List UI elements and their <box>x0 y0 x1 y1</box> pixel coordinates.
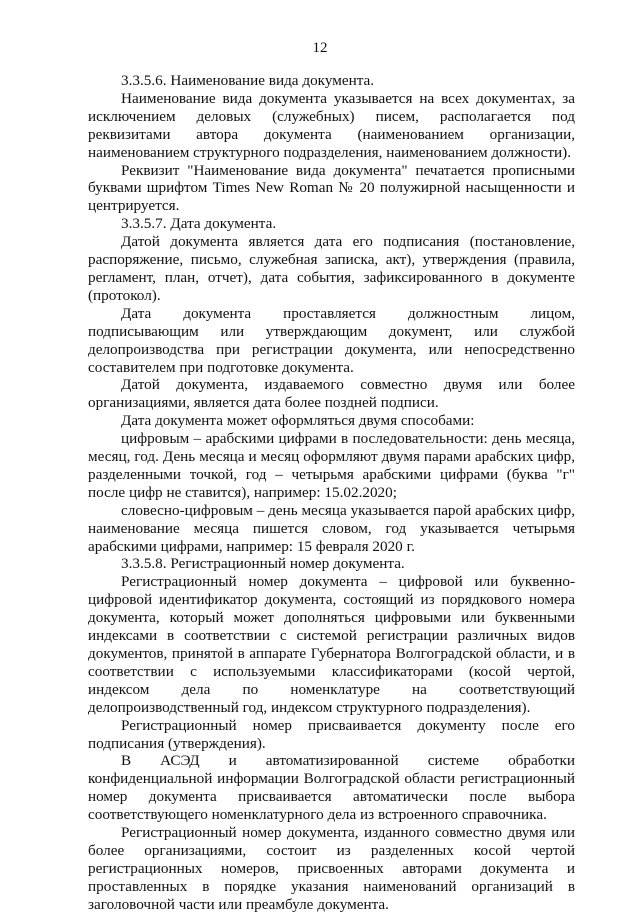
paragraph-reg-number-assigned: Регистрационный номер присваивается документу после его подписания (утверждения). <box>88 716 575 752</box>
paragraph-date-who-sets: Дата документа проставляется должностным лицом, подписывающим или утверждающим документ, или службой делопроизводства при регистрации документа, или непосредственно составителем при подготовке документа. <box>88 304 575 376</box>
section-heading-3-3-5-8: 3.3.5.8. Регистрационный номер документа. <box>121 555 405 573</box>
document-body <box>88 72 575 914</box>
paragraph-date-definition: Датой документа является дата его подписания (постановление, распоряжение, письмо, служебная записка, акт), утверждения (правила, регламент, план, отчет), дата события, зафиксированного в документе (протокол). <box>88 233 575 304</box>
paragraph-reg-number-ased: В АСЭД и автоматизированной системе обработки конфиденциальной информации Волгоградской области регистрационный номер документа присваивается автоматически после выбора соответствующего номенклатурного дела из встроенного справочника. <box>88 752 575 824</box>
section-heading-3-3-5-7: 3.3.5.7. Дата документа. <box>121 215 277 233</box>
paragraph-reg-number-definition: Регистрационный номер документа – цифровой или буквенно-цифровой идентификатор документа, состоящий из порядкового номера документа, который может дополняться цифровыми или буквенными индексами в соответствии с системой регистрации различных видов документов, принятой в аппарате Губернатора Волгоградской области, и в соответствии с используемыми классификаторами (косой чертой, индексом дела по номенклатуре на соответствующий делопроизводственный год, индексом структурного подразделения). <box>88 573 575 716</box>
paragraph-doc-type-placement: Наименование вида документа указывается на всех документах, за исключением деловых (служебных) писем, располагается под реквизитами автора документа (наименованием организации, наименованием структурного подразделения, наименованием должности). <box>88 89 575 161</box>
paragraph-date-joint: Датой документа, издаваемого совместно двумя или более организациями, является дата более поздней подписи. <box>88 376 575 412</box>
paragraph-date-methods: Дата документа может оформляться двумя способами: <box>121 412 475 430</box>
paragraph-date-verbal: словесно-цифровым – день месяца указывается парой арабских цифр, наименование месяца пишется словом, год указывается четырьмя арабскими цифрами, например: 15 февраля 2020 г. <box>88 501 575 555</box>
section-heading-3-3-5-6: 3.3.5.6. Наименование вида документа. <box>121 72 375 89</box>
paragraph-doc-type-font: Реквизит "Наименование вида документа" печатается прописными буквами шрифтом Times New Roman № 20 полужирной насыщенности и центрируется. <box>88 161 575 215</box>
page-number: 12 <box>312 40 328 56</box>
paragraph-reg-number-joint: Регистрационный номер документа, изданного совместно двумя или более организациями, состоит из разделенных косой чертой регистрационных номеров, присвоенных авторами документа и проставленных в порядке указания наименований организаций в заголовочной части или преамбуле документа. <box>88 824 575 913</box>
paragraph-date-numeric: цифровым – арабскими цифрами в последовательности: день месяца, месяц, год. День месяца и месяц оформляют двумя парами арабских цифр, разделенными точкой, год – четырьмя арабскими цифрами (буква "г" после цифр не ставится), например: 15.02.2020; <box>88 430 575 501</box>
